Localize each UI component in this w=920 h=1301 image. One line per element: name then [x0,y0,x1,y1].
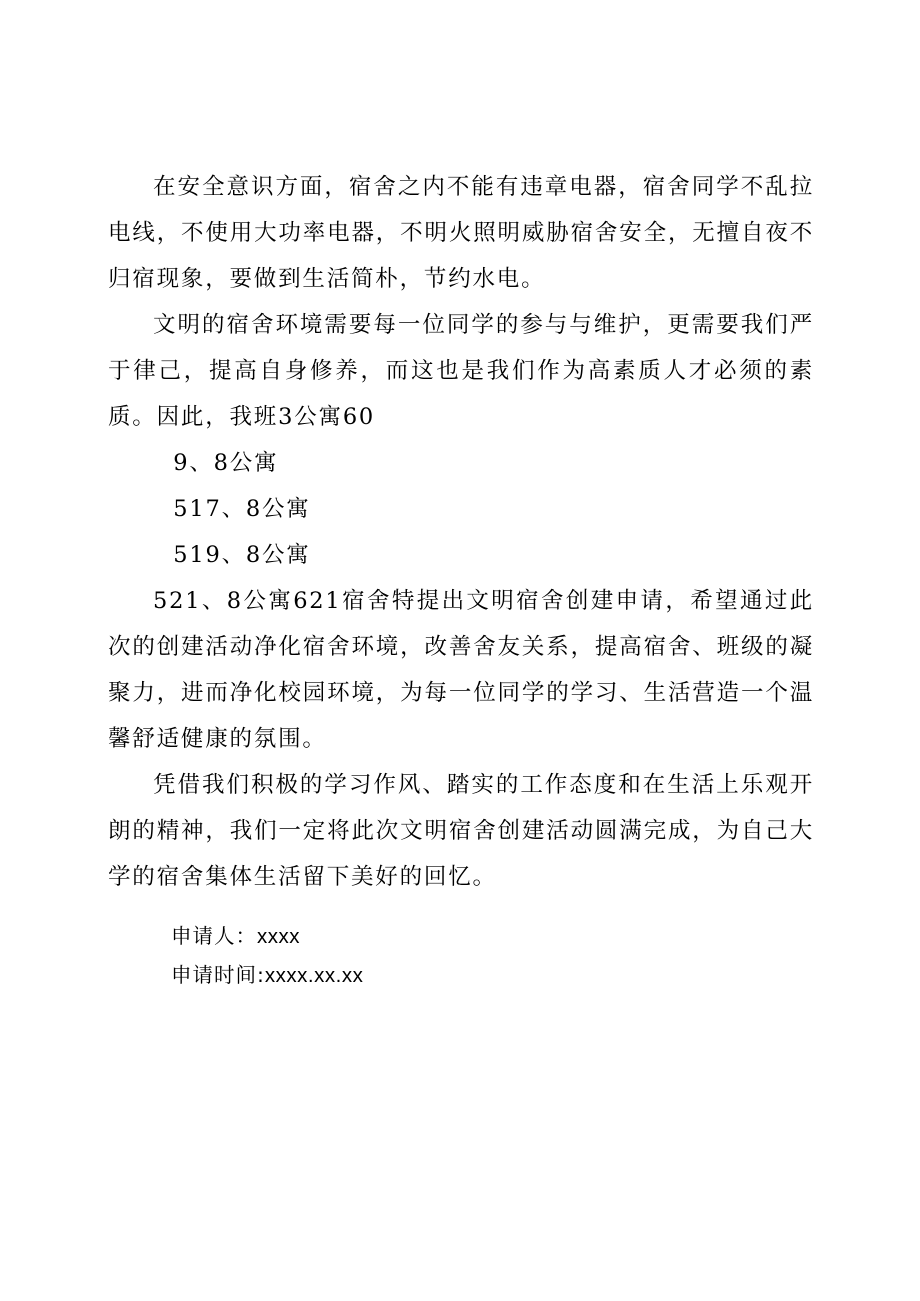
applicant-value: xxxx [257,925,300,948]
date-value: xxxx.xx.xx [264,964,364,987]
dorm-line-1: 9、8公寓 [173,450,279,476]
paragraph-safety: 在安全意识方面，宿舍之内不能有违章电器，宿舍同学不乱拉电线，不使用大功率电器，不明火照明威胁宿舍安全，无擅自夜不归宿现象，要做到生活简朴，节约水电。 [108,174,814,292]
date-label: 申请时间: [171,963,265,987]
applicant-line [171,921,300,952]
paragraph-application: 521、8公寓621宿舍特提出文明宿舍创建申请，希望通过此次的创建活动净化宿舍环境，改善舍友关系，提高宿舍、班级的凝聚力，进而净化校园环境，为每一位同学的学习、生活营造一个温馨舒适健康的氛围。 [108,588,814,752]
paragraph-commitment: 凭借我们积极的学习作风、踏实的工作态度和在生活上乐观开朗的精神，我们一定将此次文明宿舍创建活动圆满完成，为自己大学的宿舍集体生活留下美好的回忆。 [108,772,814,890]
applicant-label: 申请人： [171,924,257,948]
document-body [108,164,814,900]
paragraph-environment: 文明的宿舍环境需要每一位同学的参与与维护，更需要我们严于律己，提高自身修养，而这也是我们作为高素质人才必须的素质。因此，我班3公寓60 [108,312,814,430]
dorm-line-2: 517、8公寓 [173,496,311,522]
dorm-line-3: 519、8公寓 [173,542,311,568]
date-line [171,960,363,991]
